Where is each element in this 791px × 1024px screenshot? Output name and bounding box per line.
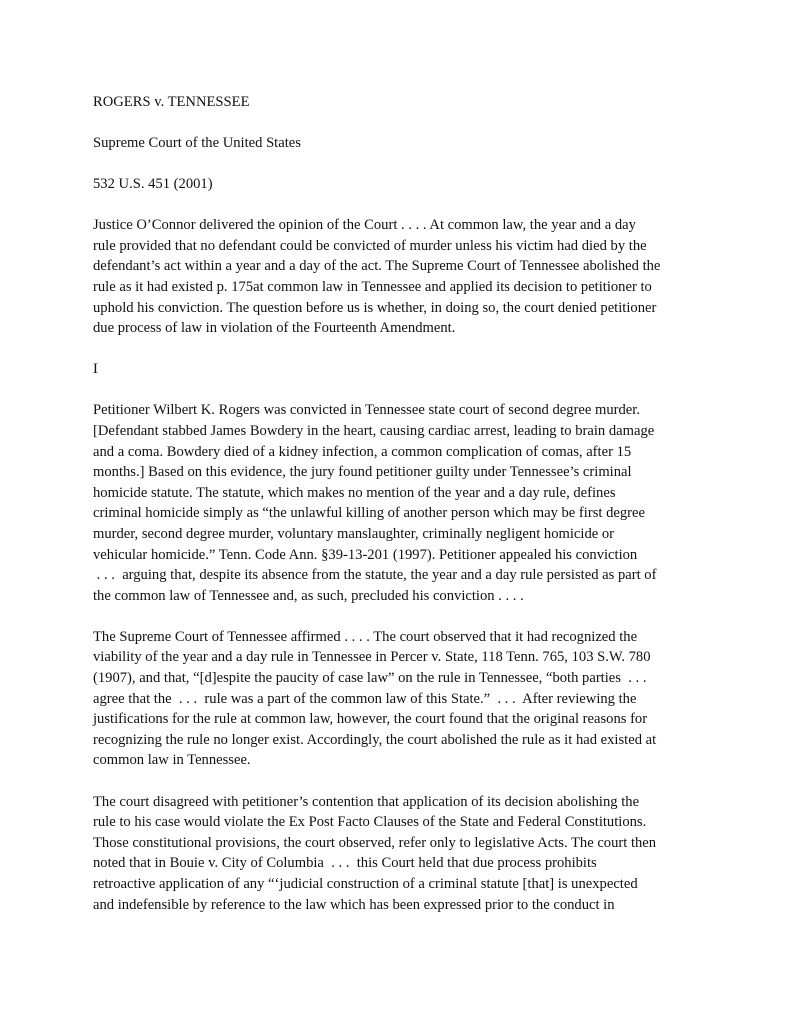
document-page — [93, 92, 703, 936]
affirmance-paragraph — [93, 627, 703, 771]
text-line: . . . arguing that, despite its absence from the statute, the year and a day rule persisted as part of — [93, 567, 657, 584]
text-line: The Supreme Court of Tennessee affirmed . . . . The court observed that it had recognized the — [93, 628, 638, 645]
text-line: recognizing the rule no longer exist. Accordingly, the court abolished the rule as it had existed at — [93, 731, 657, 748]
text-line: murder, second degree murder, voluntary manslaughter, criminally negligent homicide or — [93, 526, 615, 542]
text-line: rule provided that no defendant could be convicted of murder unless his victim had died by the — [93, 237, 647, 254]
court-name: Supreme Court of the United States — [93, 135, 301, 152]
case-title: ROGERS v. TENNESSEE — [93, 94, 250, 110]
text-line: justifications for the rule at common law, however, the court found that the original reasons for — [93, 711, 648, 728]
text-line: viability of the year and a day rule in Tennessee in Percer v. State, 118 Tenn. 765, 103 S.W. 780 — [93, 649, 651, 666]
text-line: and indefensible by reference to the law which has been expressed prior to the conduct in — [93, 896, 615, 913]
text-line: retroactive application of any “‘judicial construction of a criminal statute [that] is unexpected — [93, 875, 638, 892]
text-line: common law in Tennessee. — [93, 752, 251, 769]
text-line: agree that the . . . rule was a part of the common law of this State.” . . . After reviewing the — [93, 690, 637, 707]
text-line: [Defendant stabbed James Bowdery in the heart, causing cardiac arrest, leading to brain damage — [93, 423, 655, 440]
text-line: (1907), and that, “[d]espite the paucity of case law” on the rule in Tennessee, “both parties . . . — [93, 670, 647, 687]
facts-paragraph — [93, 400, 703, 606]
text-line: months.] Based on this evidence, the jury found petitioner guilty under Tennessee’s criminal — [93, 464, 632, 481]
text-line: and a coma. Bowdery died of a kidney infection, a common complication of comas, after 15 — [93, 443, 632, 460]
text-line: vehicular homicide.” Tenn. Code Ann. §39-13-201 (1997). Petitioner appealed his conviction — [93, 546, 638, 563]
text-line: The court disagreed with petitioner’s contention that application of its decision abolishing the — [93, 793, 640, 810]
ex-post-facto-paragraph — [93, 792, 703, 916]
text-line: criminal homicide simply as “the unlawful killing of another person which may be first degree — [93, 505, 645, 522]
text-line: uphold his conviction. The question before us is whether, in doing so, the court denied petitioner — [93, 299, 657, 316]
case-citation: 532 U.S. 451 (2001) — [93, 176, 213, 193]
text-line: rule as it had existed p. 175at common law in Tennessee and applied its decision to petitioner to — [93, 279, 652, 296]
text-line: the common law of Tennessee and, as such, precluded his conviction . . . . — [93, 587, 524, 604]
intro-paragraph — [93, 215, 703, 339]
text-line: Petitioner Wilbert K. Rogers was convicted in Tennessee state court of second degree murder. — [93, 402, 640, 419]
text-line: noted that in Bouie v. City of Columbia . . . this Court held that due process prohibits — [93, 855, 597, 872]
text-line: homicide statute. The statute, which makes no mention of the year and a day rule, defines — [93, 484, 616, 501]
text-line: defendant’s act within a year and a day of the act. The Supreme Court of Tennessee abolished the — [93, 258, 661, 275]
text-line: Justice O’Connor delivered the opinion of the Court . . . . At common law, the year and a day — [93, 217, 636, 234]
section-heading: I — [93, 361, 98, 378]
text-line: Those constitutional provisions, the court observed, refer only to legislative Acts. The court then — [93, 834, 657, 851]
text-line: due process of law in violation of the Fourteenth Amendment. — [93, 320, 456, 337]
text-line: rule to his case would violate the Ex Post Facto Clauses of the State and Federal Constitutions. — [93, 814, 647, 831]
